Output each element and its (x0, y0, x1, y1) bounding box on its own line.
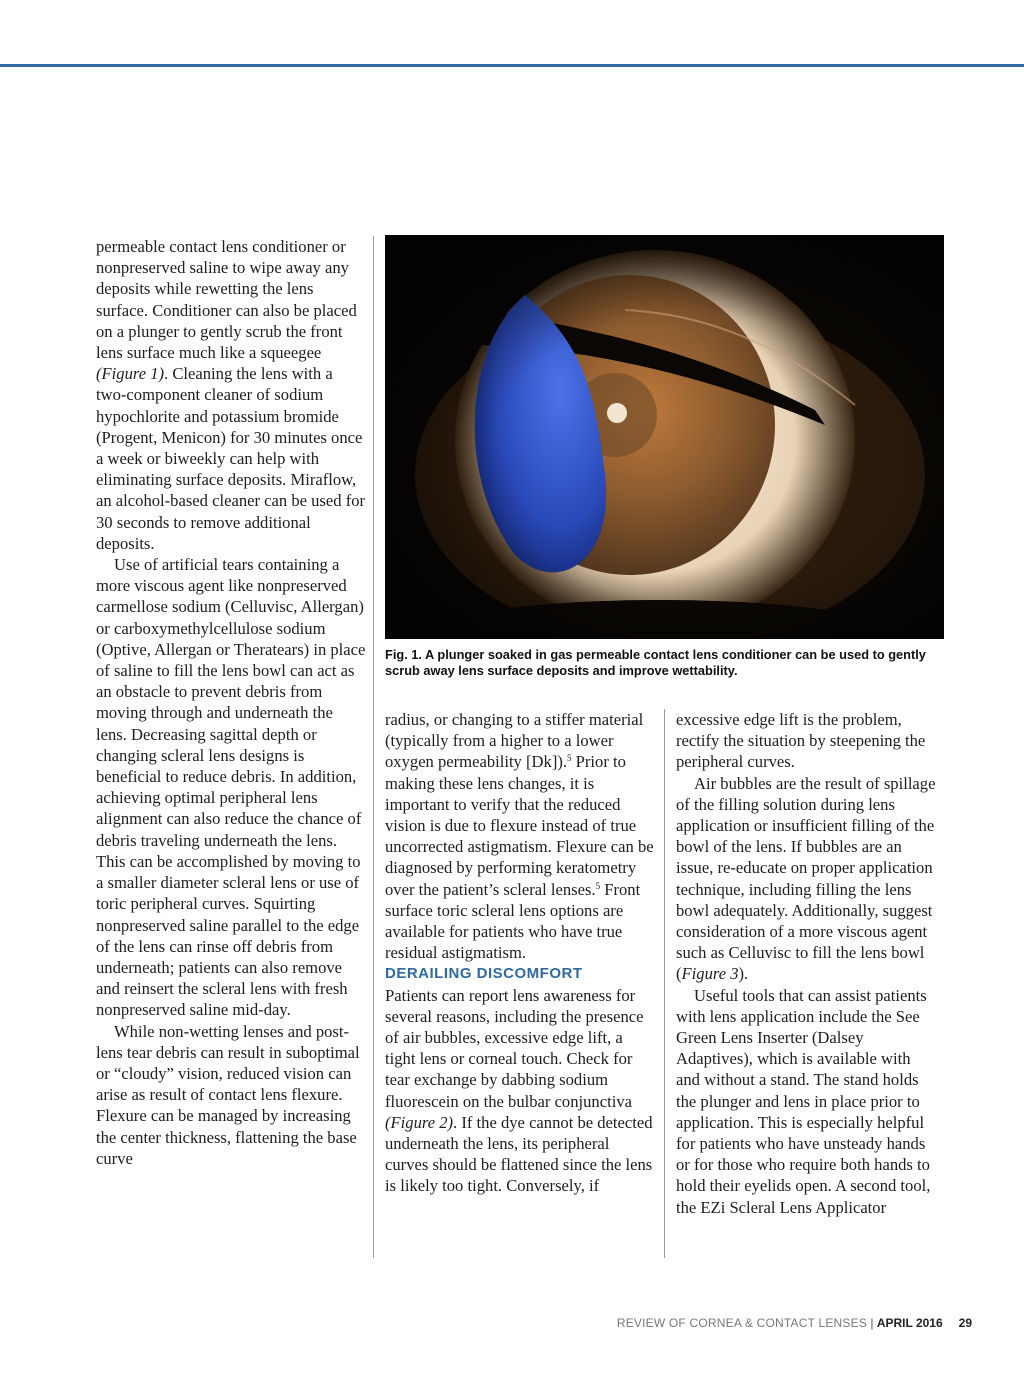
paragraph-7 (676, 773, 938, 985)
text-run: permeable contact lens conditioner or nonpreserved saline to wipe away any deposits while rewetting the lens surface. Conditioner can also be placed on a plunger to gently scrub the front lens surface much like a squeegee (96, 237, 357, 363)
text-run: . Cleaning the lens with a two-component cleaner of sodium hypochlorite and potassium bromide (Progent, Menicon) for 30 minutes once a week or biweekly can help with eliminating surface deposits. Miraflow, an alcohol-based cleaner can be used for 30 seconds to remove additional deposits. (96, 364, 366, 553)
paragraph-3: While non-wetting lenses and post-lens tear debris can result in suboptimal or “cloudy” vision, reduced vision can arise as result of contact lens flexure. Flexure can be managed by increasing the center thickness, flattening the base curve (96, 1021, 360, 1168)
footer-separator: | (867, 1316, 877, 1330)
column-divider (664, 709, 665, 1258)
eye-photo-illustration (385, 235, 944, 639)
citation-superscript: 5 (567, 753, 572, 764)
section-heading: DERAILING DISCOMFORT (385, 965, 583, 983)
figure-reference: Figure 3 (681, 964, 739, 984)
figure-reference: (Figure 2) (385, 1112, 454, 1132)
magazine-name: REVIEW OF CORNEA & CONTACT LENSES (616, 1316, 868, 1330)
text-run: Prior to making these lens changes, it is important to verify that the reduced vision is due to flexure instead of true uncorrected astigmatism. Flexure can be diagnosed by performing keratometry over the patient’s scleral lenses. (385, 752, 654, 899)
paragraph-5 (385, 985, 655, 1197)
column-3 (676, 709, 938, 1218)
figure-reference: (Figure 1) (96, 364, 165, 384)
page-footer (617, 1316, 972, 1330)
text-run: Front surface toric scleral lens options are available for patients who have true residual astigmatism. (385, 879, 641, 963)
paragraph-1 (96, 236, 366, 554)
text-run: Air bubbles are the result of spillage of the filling solution during lens application or insufficient filling of the bowl of the lens. If bubbles are an issue, re-educate on proper application technique, including filling the lens bowl adequately. Additionally, suggest consideration of a more viscous agent such as Celluvisc to fill the lens bowl ( (676, 773, 936, 984)
column-1 (96, 236, 366, 1169)
text-run: . If the dye cannot be detected underneath the lens, its peripheral curves should be flattened since the lens is likely too tight. Conversely, if (385, 1112, 653, 1196)
header-rule (0, 64, 1024, 67)
text-run: Patients can report lens awareness for several reasons, including the presence of air bubbles, excessive edge lift, a tight lens or corneal touch. Check for tear exchange by dabbing sodium fluorescein on the bulbar conjunctiva (385, 985, 644, 1111)
column-divider (373, 236, 374, 1258)
text-run: ). (738, 964, 749, 984)
figure-1-caption: Fig. 1. A plunger soaked in gas permeable contact lens conditioner can be used to gently scrub away lens surface deposits and improve wettability. (385, 647, 926, 678)
issue-date: APRIL 2016 (876, 1316, 943, 1330)
column-2 (385, 709, 655, 1197)
text-run: radius, or changing to a stiffer material (typically from a higher to a lower oxygen permeability [Dk]). (385, 710, 644, 772)
citation-superscript: 5 (595, 880, 601, 891)
paragraph-8: Useful tools that can assist patients with lens application include the See Green Lens Inserter (Dalsey Adaptives), which is available with and without a stand. The stand holds the plunger and lens in place prior to application. This is especially helpful for patients who have unsteady hands or for those who require both hands to hold their eyelids open. A second tool, the EZi Scleral Lens Applicator (676, 985, 931, 1217)
paragraph-6: excessive edge lift is the problem, rectify the situation by steepening the peripheral curves. (676, 710, 926, 772)
page-number: 29 (958, 1316, 972, 1330)
paragraph-4 (385, 709, 655, 963)
paragraph-2: Use of artificial tears containing a more viscous agent like nonpreserved carmellose sodium (Celluvisc, Allergan) or carboxymethylcellulose sodium (Optive, Allergan or Theratears) in place of saline to fill the lens bowl can act as an obstacle to prevent debris from moving through and underneath the lens. Decreasing sagittal depth or changing scleral lens designs is beneficial to reduce debris. In addition, achieving optimal peripheral lens alignment can also reduce the chance of debris traveling underneath the lens. This can be accomplished by moving to a smaller diameter scleral lens or use of toric peripheral curves. Squirting nonpreserved saline parallel to the edge of the lens can rinse off debris from underneath; patients can also remove and reinsert the scleral lens with fresh nonpreserved saline mid-day. (96, 555, 366, 1020)
figure-1-image (385, 235, 944, 639)
